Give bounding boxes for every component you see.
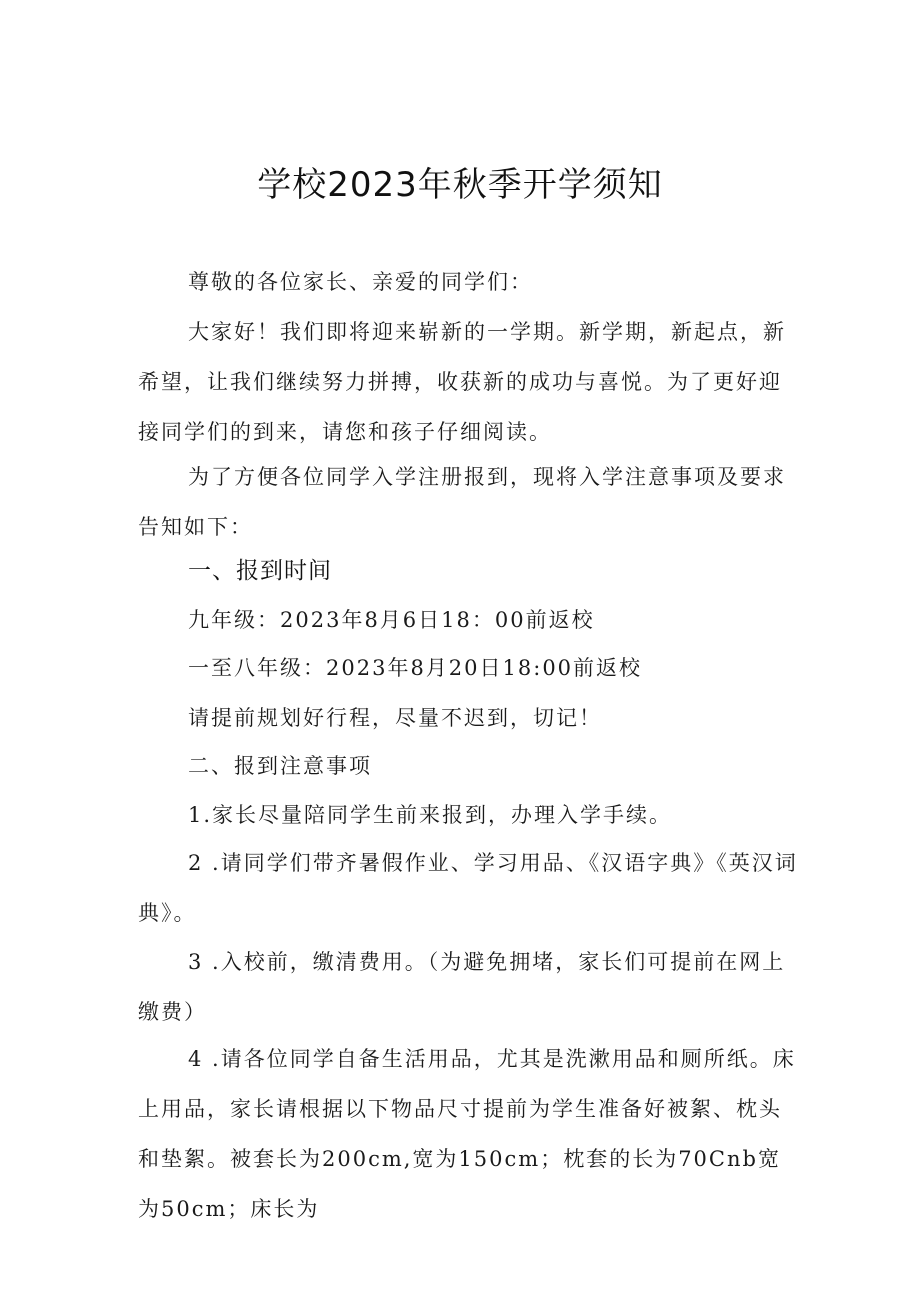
notice-item-2: 2 .请同学们带齐暑假作业、学习用品、《汉语字典》《英汉词典》。: [138, 851, 798, 925]
section-heading-report-time: 一、报到时间: [188, 558, 332, 584]
greeting-paragraph: 大家好！我们即将迎来崭新的一学期。新学期，新起点，新希望，让我们继续努力拼搏，收获新的成功与喜悦。为了更好迎接同学们的到来，请您和孩子仔细阅读。: [138, 320, 786, 444]
notice-item-4: 4 .请各位同学自备生活用品，尤其是洗漱用品和厕所纸。床上用品，家长请根据以下物品尺寸提前为学生准备好被絮、枕头和垫絮。被套长为200cm,宽为150cm；枕套的长为70Cnb宽为50cm；床长为: [138, 1047, 796, 1221]
notice-item-1: 1.家长尽量陪同学生前来报到，办理入学手续。: [188, 803, 673, 827]
grade1-8-report-time: 一至八年级：2023年8月20日18:00前返校: [188, 656, 643, 680]
reminder-text: 请提前规划好行程，尽量不迟到，切记！: [188, 706, 602, 730]
document-title: 学校2023年秋季开学须知: [257, 165, 663, 205]
intro-paragraph: 为了方便各位同学入学注册报到，现将入学注意事项及要求告知如下：: [138, 465, 786, 539]
salutation: 尊敬的各位家长、亲爱的同学们：: [188, 270, 533, 294]
section-heading-notes: 二、报到注意事项: [188, 754, 372, 778]
grade9-report-time: 九年级：2023年8月6日18：00前返校: [188, 608, 595, 632]
notice-item-3: 3 .入校前，缴清费用。（为避免拥堵，家长们可提前在网上缴费）: [138, 950, 786, 1024]
